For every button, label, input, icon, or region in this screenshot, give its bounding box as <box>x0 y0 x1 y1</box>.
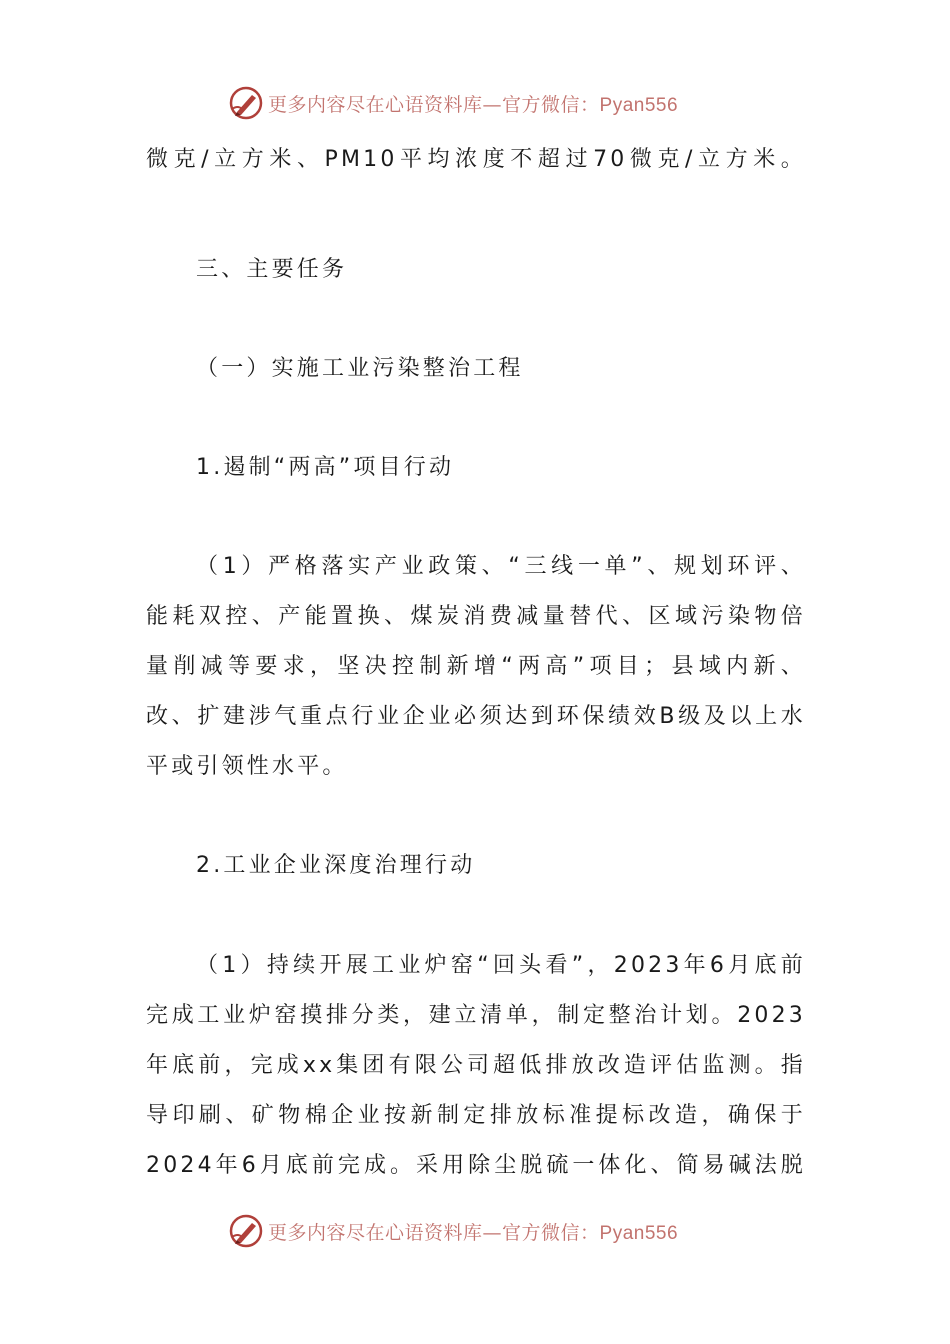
section-heading: 三、主要任务 <box>196 257 348 282</box>
header-watermark <box>228 84 748 122</box>
watermark-text: 更多内容尽在心语资料库—官方微信：Pyan556 <box>268 1221 679 1244</box>
paragraph-line: 2024年6月底前完成。采用除尘脱硫一体化、简易碱法脱 <box>146 1153 806 1178</box>
paragraph-line: 年底前，完成xx集团有限公司超低排放改造评估监测。指 <box>146 1053 806 1078</box>
paragraph-line: 平或引领性水平。 <box>146 754 348 779</box>
item-title: 2.工业企业深度治理行动 <box>196 853 476 878</box>
paragraph-line: 能耗双控、产能置换、煤炭消费减量替代、区域污染物倍 <box>146 604 806 629</box>
subsection-heading: （一）实施工业污染整治工程 <box>196 356 524 381</box>
paragraph-line: 完成工业炉窑摸排分类，建立清单，制定整治计划。2023 <box>146 1003 806 1028</box>
item-title: 1.遏制“两高”项目行动 <box>196 455 455 480</box>
body-line: 微克/立方米、PM10平均浓度不超过70微克/立方米。 <box>146 147 806 172</box>
pen-logo-icon <box>228 85 264 121</box>
watermark-text: 更多内容尽在心语资料库—官方微信：Pyan556 <box>268 93 679 116</box>
paragraph-line: 改、扩建涉气重点行业企业必须达到环保绩效B级及以上水 <box>146 704 806 729</box>
paragraph-line: （1）严格落实产业政策、“三线一单”、规划环评、 <box>196 554 806 579</box>
footer-watermark <box>228 1212 748 1250</box>
paragraph-line: 导印刷、矿物棉企业按新制定排放标准提标改造，确保于 <box>146 1103 806 1128</box>
paragraph-line: （1）持续开展工业炉窑“回头看”，2023年6月底前 <box>196 953 806 978</box>
paragraph-line: 量削减等要求，坚决控制新增“两高”项目；县域内新、 <box>146 654 806 679</box>
pen-logo-icon <box>228 1213 264 1249</box>
